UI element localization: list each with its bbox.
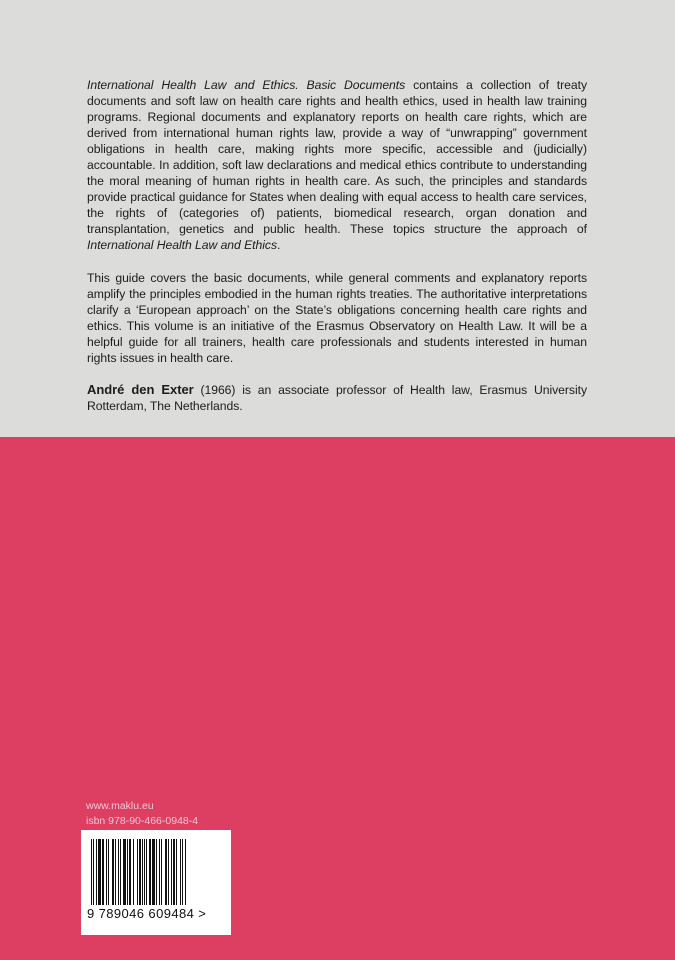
book-title-italic-short: International Health Law and Ethics	[87, 238, 277, 253]
barcode-bar	[149, 839, 151, 905]
barcode-bar	[161, 839, 162, 905]
barcode-bar	[165, 839, 167, 905]
barcode-bar	[93, 839, 94, 905]
blurb-paragraph-1	[87, 77, 587, 254]
barcode-bar	[106, 839, 107, 905]
barcode-bar	[144, 839, 145, 905]
author-bio	[87, 382, 587, 414]
author-name: André den Exter	[87, 381, 194, 397]
barcode-bar	[133, 839, 134, 905]
blurb-text	[87, 77, 587, 430]
barcode-digits: 9 789046 609484 >	[87, 906, 207, 921]
barcode-bar	[108, 839, 109, 905]
barcode-bar	[171, 839, 172, 905]
barcode-bar	[123, 839, 126, 905]
barcode-bar	[176, 839, 177, 905]
barcode-bar	[120, 839, 121, 905]
barcode-bar	[91, 839, 92, 905]
barcode-bar	[146, 839, 147, 905]
barcode-bar	[127, 839, 128, 905]
barcode-bar	[139, 839, 141, 905]
barcode-bar	[118, 839, 119, 905]
barcode-bar	[168, 839, 169, 905]
barcode-bar	[115, 839, 116, 905]
grey-text-panel	[0, 0, 675, 437]
barcode-bar	[152, 839, 155, 905]
book-title-italic: International Health Law and Ethics. Basic Documents	[87, 78, 406, 92]
barcode	[81, 830, 231, 935]
blurb-paragraph-1-text: contains a collection of treaty documents and soft law on health care rights and health ethics, used in health law training programs. Regional documents and explanatory reports on health care rights, which are derived from international human rights law, provide a way of “unwrapping” government obligations in health care, making rights more specific, accessible and (judicially) accountable. In addition, soft law declarations and medical ethics contribute to understanding the moral meaning of human rights in health care. As such, the principles and standards provide practical guidance for States when dealing with equal access to health care services, the rights of (categories of) patients, biomedical research, organ donation and transplantation, genetics and public health. These topics structure the approach of	[87, 78, 587, 237]
barcode-bar	[142, 839, 143, 905]
barcode-bar	[137, 839, 138, 905]
publisher-website: www.maklu.eu	[86, 800, 154, 812]
barcode-bar	[102, 839, 104, 905]
barcode-bar	[182, 839, 183, 905]
blurb-paragraph-1-end: .	[276, 238, 281, 253]
publisher-info	[86, 799, 198, 829]
barcode-bars-icon	[91, 839, 221, 905]
barcode-bar	[156, 839, 157, 905]
barcode-bar	[173, 839, 175, 905]
barcode-bar	[185, 839, 186, 905]
barcode-bar	[129, 839, 131, 905]
author-bio-text: (1966) is an associate professor of Health law, Erasmus University Rotterdam, The Netherlands.	[87, 382, 587, 413]
barcode-bar	[180, 839, 181, 905]
isbn-number: isbn 978-90-466-0948-4	[86, 815, 199, 827]
barcode-bar	[96, 839, 97, 905]
barcode-bar	[98, 839, 101, 905]
blurb-paragraph-2: This guide covers the basic documents, while general comments and explanatory reports amplify the principles embodied in the human rights treaties. The authoritative interpretations clarify a ‘European approach’ on the State’s obligations concerning health care rights and ethics. This volume is an initiative of the Erasmus Observatory on Health Law. It will be a helpful guide for all trainers, health care professionals and students interested in human rights issues in health care.	[87, 270, 587, 365]
barcode-bar	[112, 839, 114, 905]
barcode-bar	[159, 839, 160, 905]
